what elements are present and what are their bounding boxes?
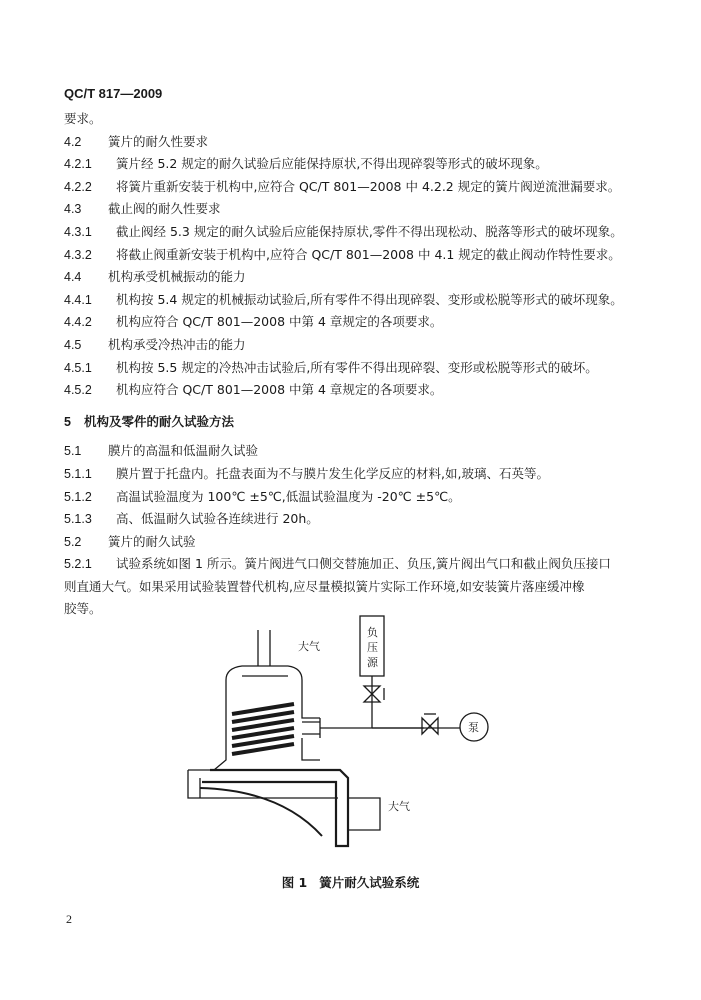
- section-heading: [64, 411, 644, 434]
- clause-text: 机构应符合 QC/T 801—2008 中第 4 章规定的各项要求。: [116, 314, 443, 330]
- clause-text: 机构应符合 QC/T 801—2008 中第 4 章规定的各项要求。: [116, 382, 443, 398]
- clause-line: [64, 221, 644, 244]
- clause-heading: [64, 198, 644, 221]
- valve-body-left: [214, 712, 226, 770]
- clause-number: 5.2.1: [64, 557, 92, 572]
- clause-line: [64, 244, 644, 267]
- figure-caption: [0, 873, 701, 891]
- clause-line: [64, 486, 644, 509]
- clause-number: 4.4: [64, 270, 82, 285]
- clause-line: [64, 176, 644, 199]
- clause-number: 5.1: [64, 444, 82, 459]
- clause-number: 4.4.2: [64, 315, 92, 330]
- clause-number: 5.2: [64, 534, 82, 549]
- pump-line-valve: [422, 718, 438, 734]
- label-vacuum-3: 源: [367, 656, 378, 669]
- clause-text: 簧片经 5.2 规定的耐久试验后应能保持原状,不得出现碎裂等形式的破坏现象。: [116, 156, 548, 172]
- valve-body-right-upper: [302, 712, 320, 718]
- figure-title: 簧片耐久试验系统: [319, 875, 420, 890]
- clause-title: 机构承受机械振动的能力: [108, 269, 246, 285]
- document-body: [64, 108, 644, 621]
- clause-text: 胶等。: [64, 601, 102, 617]
- clause-text: 高温试验温度为 100℃ ±5℃,低温试验温度为 -20℃ ±5℃。: [116, 488, 461, 504]
- clause-text: 试验系统如图 1 所示。簧片阀进气口侧交替施加正、负压,簧片阀出气口和截止阀负压接口: [116, 556, 611, 572]
- label-vacuum-1: 负: [367, 626, 378, 639]
- clause-number: 5.1.3: [64, 512, 92, 527]
- test-system-diagram: [170, 610, 530, 850]
- clause-text: 截止阀经 5.3 规定的耐久试验后应能保持原状,零件不得出现松动、脱落等形式的破坏现象。: [116, 223, 623, 239]
- clause-text: 则直通大气。如果采用试验装置替代机构,应尽量模拟簧片实际工作环境,如安装簧片落座缓冲橡: [64, 578, 585, 594]
- clause-number: 4.2.2: [64, 179, 92, 194]
- outlet-port: [348, 798, 380, 830]
- clause-number: 4.3: [64, 202, 82, 217]
- clause-line: [64, 553, 644, 576]
- clause-number: 4.3.1: [64, 224, 92, 239]
- clause-text: 高、低温耐久试验各连续进行 20h。: [116, 511, 319, 527]
- clause-title: 簧片的耐久性要求: [108, 133, 209, 149]
- clause-number: 4.3.2: [64, 247, 92, 262]
- clause-line: [64, 311, 644, 334]
- clause-text: 将截止阀重新安装于机构中,应符合 QC/T 801—2008 中 4.1 规定的截止阀动作特性要求。: [116, 246, 621, 262]
- clause-line: [64, 508, 644, 531]
- clause-text: 将簧片重新安装于机构中,应符合 QC/T 801—2008 中 4.2.2 规定的簧片阀逆流泄漏要求。: [116, 178, 621, 194]
- spring-coil: [232, 704, 294, 754]
- clauses-part-4: [64, 108, 644, 402]
- clause-heading: [64, 440, 644, 463]
- clause-number: 4.5: [64, 337, 82, 352]
- section-number: 5: [64, 414, 71, 429]
- clause-line: [64, 153, 644, 176]
- clause-text: 机构按 5.4 规定的机械振动试验后,所有零件不得出现碎裂、变形或松脱等形式的破坏现象。: [116, 291, 623, 307]
- clause-line: [64, 463, 644, 486]
- clause-number: 4.2.1: [64, 157, 92, 172]
- clause-number: 4.4.1: [64, 292, 92, 307]
- clause-heading: [64, 266, 644, 289]
- clause-number: 4.2: [64, 134, 82, 149]
- clause-continuation: [64, 576, 644, 599]
- text-line: [64, 108, 644, 131]
- label-atmosphere-top: 大气: [298, 640, 320, 653]
- standard-number: QC/T 817—2009: [64, 86, 163, 101]
- clause-text: 膜片置于托盘内。托盘表面为不与膜片发生化学反应的材料,如,玻璃、石英等。: [116, 465, 549, 481]
- clause-text: 机构按 5.5 规定的冷热冲击试验后,所有零件不得出现碎裂、变形或松脱等形式的破坏。: [116, 359, 598, 375]
- clause-heading: [64, 131, 644, 154]
- diaphragm-plate: [202, 770, 348, 846]
- clause-line: [64, 357, 644, 380]
- label-pump: 泵: [468, 721, 479, 734]
- lower-housing-left: [188, 770, 338, 798]
- clause-line: [64, 379, 644, 402]
- clause-number: 5.1.1: [64, 466, 92, 481]
- clause-heading: [64, 531, 644, 554]
- line-text: 要求。: [64, 111, 102, 126]
- page-number: 2: [66, 912, 72, 926]
- clause-number: 4.5.2: [64, 383, 92, 398]
- figure-number: 图 1: [281, 875, 308, 890]
- clause-title: 簧片的耐久试验: [108, 533, 196, 549]
- clauses-part-5: [64, 440, 644, 621]
- clause-heading: [64, 334, 644, 357]
- clause-number: 5.1.2: [64, 489, 92, 504]
- section-title: 机构及零件的耐久试验方法: [84, 413, 235, 429]
- clause-title: 机构承受冷热冲击的能力: [108, 336, 246, 352]
- label-vacuum-2: 压: [367, 641, 378, 654]
- figure-1: [170, 610, 530, 850]
- clause-number: 4.5.1: [64, 360, 92, 375]
- valve-body-right-lower: [302, 738, 320, 760]
- clause-line: [64, 289, 644, 312]
- clause-title: 膜片的高温和低温耐久试验: [108, 443, 259, 459]
- label-atmosphere-right: 大气: [388, 800, 410, 813]
- clause-title: 截止阀的耐久性要求: [108, 201, 221, 217]
- reed-petal: [200, 788, 322, 836]
